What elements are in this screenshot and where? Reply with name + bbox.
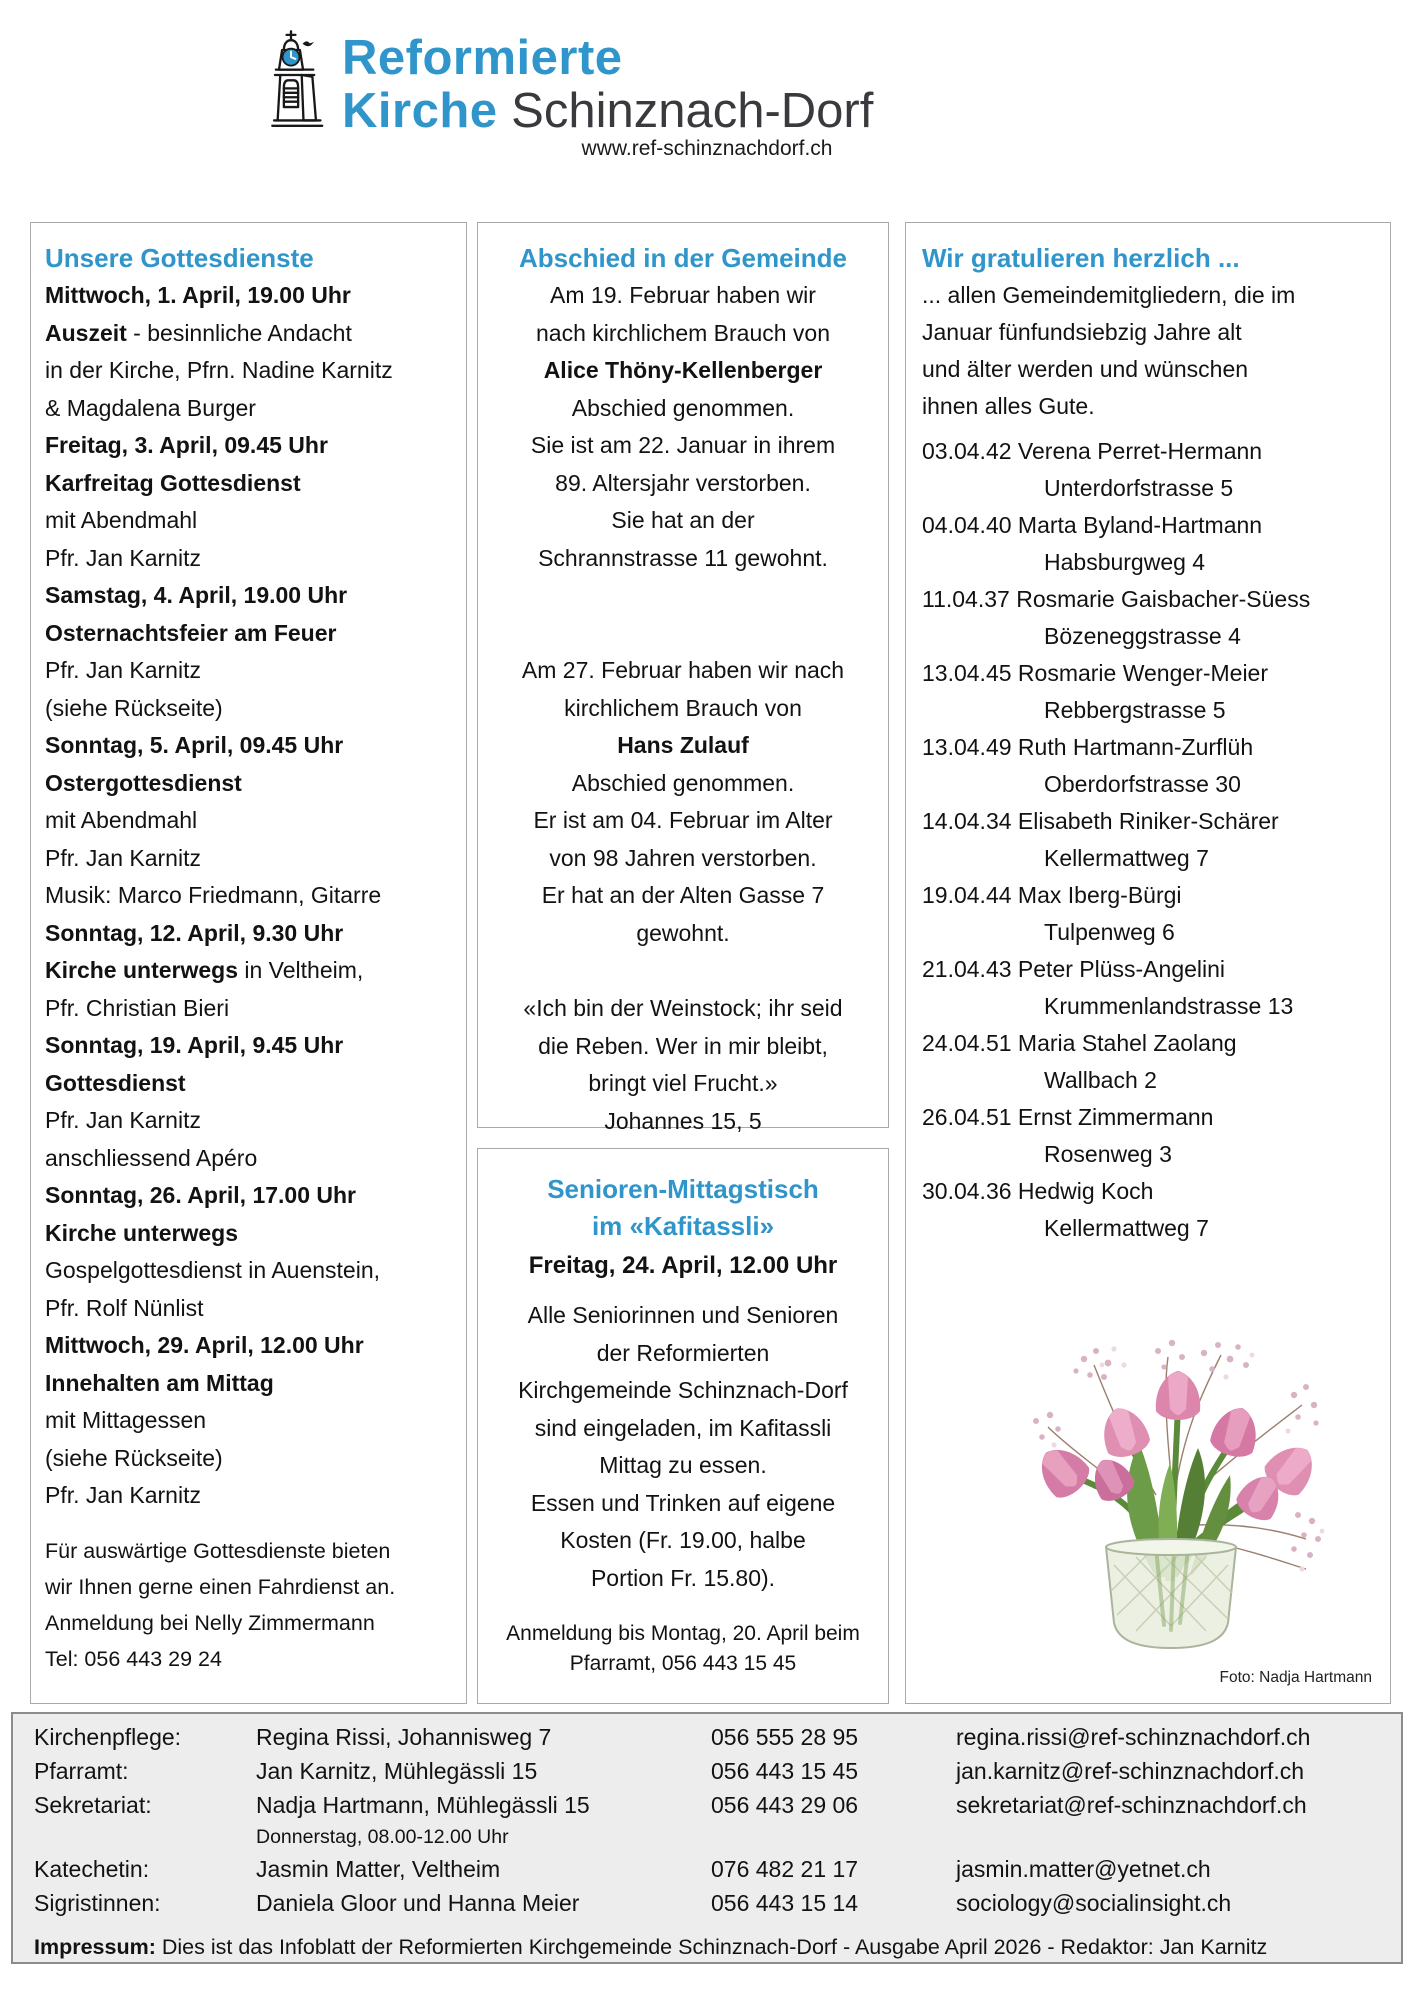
service-line [45,427,452,465]
service-line [45,1365,452,1403]
service-line-bold: Gottesdienst [45,1069,186,1096]
birthday-entry [922,655,1374,729]
seniors-body-line: Kirchgemeinde Schinznach-Dorf [518,1377,848,1403]
service-line [45,1215,452,1253]
farewell-box [477,222,889,1134]
farewell-line: die Reben. Wer in mir bleibt, [538,1032,828,1059]
farewell-block [492,277,874,577]
seniors-body-line: Essen und Trinken auf eigene [530,1489,836,1516]
farewell-line: «Ich bin der Weinstock; ihr seid [523,995,843,1021]
seniors-title-line: Senioren-Mittagstisch [547,1174,819,1204]
birthday-date-name: 30.04.36 Hedwig Koch [922,1178,1154,1204]
farewell-line: bringt viel Frucht.» [588,1070,778,1096]
farewell-line: nach kirchlichem Brauch von [535,319,831,346]
service-line [45,615,452,653]
service-line-bold: Sonntag, 5. April, 09.45 Uhr [45,732,344,758]
contact-subrow [34,1822,1380,1852]
service-line: (siehe Rückseite) [45,694,223,721]
service-line-bold: Sonntag, 12. April, 9.30 Uhr [45,919,344,946]
service-line: mit Abendmahl [45,807,198,833]
birthday-entry [922,1173,1374,1247]
contact-email: jan.karnitz@ref-schinznachdorf.ch [956,1758,1305,1784]
service-line [45,277,452,315]
tulip-bouquet-photo [1006,1325,1336,1660]
contact-row [34,1754,1380,1788]
service-line: Musik: Marco Friedmann, Gitarre [45,882,382,908]
birthday-address: Krummenlandstrasse 13 [1044,993,1294,1019]
seniors-body-line: Alle Seniorinnen und Senioren [527,1302,839,1328]
service-line-bold: Freitag, 3. April, 09.45 Uhr [45,432,328,458]
birthday-address: Wallbach 2 [1044,1067,1157,1093]
farewell-line: Sie ist am 22. Januar in ihrem [530,432,836,458]
service-line-bold: Mittwoch, 1. April, 19.00 Uhr [45,282,351,308]
contact-footer [11,1712,1403,1964]
seniors-title-line: im «Kafitassli» [591,1211,775,1241]
service-line: Pfr. Jan Karnitz [45,1482,201,1508]
service-line [45,1065,452,1103]
deceased-name: Alice Thöny-Kellenberger [543,357,823,383]
contact-role: Kirchenpflege: [34,1724,182,1750]
congrats-intro-line: ... allen Gemeindemitgliedern, die im [922,282,1296,308]
birthday-date-name: 13.04.45 Rosmarie Wenger-Meier [922,660,1269,686]
birthday-entry [922,803,1374,877]
birthday-entry [922,729,1374,803]
birthday-address: Rosenweg 3 [1044,1141,1172,1167]
contact-row [34,1788,1380,1822]
congrats-intro-line: ihnen alles Gute. [922,393,1095,419]
seniors-signup-note [492,1619,874,1679]
contact-email: sociology@socialinsight.ch [956,1890,1232,1916]
farewell-line: Johannes 15, 5 [604,1107,762,1134]
service-line-bold: Sonntag, 26. April, 17.00 Uhr [45,1182,357,1208]
contact-row [34,1886,1380,1920]
birthday-date-name: 26.04.51 Ernst Zimmermann [922,1104,1214,1130]
service-line [45,1327,452,1365]
contact-row [34,1852,1380,1886]
farewell-line: Am 19. Februar haben wir [550,282,816,308]
farewell-content [492,277,874,1140]
service-line: mit Mittagessen [45,1407,207,1433]
service-line: in der Kirche, Pfrn. Nadine Karnitz [45,357,393,383]
farewell-line: Er hat an der Alten Gasse 7 [541,882,825,908]
service-line [45,1027,452,1065]
contact-row [34,1720,1380,1754]
service-line [45,765,452,803]
shuttle-service-note [45,1533,452,1677]
seniors-body-line: Portion Fr. 15.80). [590,1564,776,1591]
farewell-block [492,990,874,1140]
contact-phone: 056 443 15 45 [711,1758,859,1784]
farewell-line: Er ist am 04. Februar im Alter [533,807,833,833]
birthday-address: Tulpenweg 6 [1044,919,1175,945]
birthday-entry [922,581,1374,655]
seniors-body [492,1297,874,1597]
birthday-entry [922,951,1374,1025]
congrats-intro [922,277,1374,425]
birthday-entry [922,433,1374,507]
farewell-line: Schrannstrasse 11 gewohnt. [538,544,828,571]
service-line: & Magdalena Burger [45,394,256,421]
birthday-address: Bözeneggstrasse 4 [1044,623,1241,649]
service-line [45,727,452,765]
contact-email: jasmin.matter@yetnet.ch [956,1856,1211,1882]
service-line: Pfr. Jan Karnitz [45,844,201,871]
service-line-bold: Karfreitag Gottesdienst [45,469,301,496]
birthday-date-name: 24.04.51 Maria Stahel Zaolang [922,1030,1237,1056]
contact-name: Nadja Hartmann, Mühlegässli 15 [256,1792,590,1818]
birthday-address: Kellermattweg 7 [1044,845,1209,871]
farewell-line: Abschied genommen. [571,394,795,421]
birthday-address: Unterdorfstrasse 5 [1044,475,1234,501]
brand-kirche: Kirche [342,84,498,138]
impressum-text: Dies ist das Infoblatt der Reformierten Kirchgemeinde Schinznach-Dorf - Ausgabe April 2026 - Redaktor: Jan Karnitz [161,1935,1268,1959]
birthday-date-name: 19.04.44 Max Iberg-Bürgi [922,882,1182,908]
service-line [45,1177,452,1215]
deceased-name: Hans Zulauf [617,732,749,758]
contact-email: regina.rissi@ref-schinznachdorf.ch [956,1724,1311,1750]
service-line [45,465,452,503]
note-line: Tel: 056 443 29 24 [45,1646,222,1671]
farewell-line: gewohnt. [636,919,730,946]
birthday-address: Rebbergstrasse 5 [1044,697,1226,723]
birthday-address: Habsburgweg 4 [1044,549,1206,575]
note-line: Anmeldung bei Nelly Zimmermann [45,1610,375,1635]
congrats-intro-line: Januar fünfundsiebzig Jahre alt [922,319,1242,345]
congrats-title: Wir gratulieren herzlich ... [922,243,1240,273]
website-url: www.ref-schinznachdorf.ch [581,137,833,160]
farewell-line: Abschied genommen. [571,769,795,796]
contact-role: Pfarramt: [34,1758,129,1784]
service-line: anschliessend Apéro [45,1144,258,1171]
brand-place: Schinznach-Dorf [511,84,874,138]
contact-phone: 076 482 21 17 [711,1856,859,1882]
service-line: Pfr. Jan Karnitz [45,657,201,683]
farewell-line: Am 27. Februar haben wir nach [521,657,845,683]
service-line-bold: Samstag, 4. April, 19.00 Uhr [45,582,348,608]
service-line: Kirche unterwegs in Veltheim, [45,957,364,983]
birthday-date-name: 11.04.37 Rosmarie Gaisbacher-Süess [922,586,1311,612]
contact-phone: 056 443 15 14 [711,1890,859,1916]
contact-phone: 056 555 28 95 [711,1724,859,1750]
header [250,24,873,142]
service-line-bold: Auszeit [45,319,127,346]
seniors-note-line: Anmeldung bis Montag, 20. April beim [506,1622,860,1645]
service-line-bold: Innehalten am Mittag [45,1369,274,1396]
service-line-bold: Ostergottesdienst [45,769,242,796]
service-line: Gospelgottesdienst in Auenstein, [45,1257,381,1283]
impressum [34,1932,1380,1962]
photo-credit: Foto: Nadja Hartmann [1219,1669,1372,1686]
farewell-line: von 98 Jahren verstorben. [549,844,817,871]
services-title: Unsere Gottesdienste [45,243,314,273]
service-line [45,915,452,953]
brand-line1: Reformierte [342,31,623,85]
birthday-list [922,433,1374,1247]
brand-line2 [342,85,873,138]
service-line-bold: Sonntag, 19. April, 9.45 Uhr [45,1032,344,1058]
note-line: Für auswärtige Gottesdienste bieten [45,1538,391,1563]
impressum-label: Impressum: [34,1935,156,1959]
service-line-bold: Osternachtsfeier am Feuer [45,619,337,646]
seniors-body-line: der Reformierten [596,1339,770,1366]
contact-role: Sigristinnen: [34,1890,161,1916]
birthday-address: Kellermattweg 7 [1044,1215,1209,1241]
farewell-block [492,652,874,952]
seniors-body-line: sind eingeladen, im Kafitassli [534,1414,832,1441]
service-line: Pfr. Christian Bieri [45,994,230,1021]
farewell-line: kirchlichem Brauch von [564,694,802,721]
birthday-date-name: 13.04.49 Ruth Hartmann-Zurflüh [922,734,1254,760]
farewell-title: Abschied in der Gemeinde [519,243,847,273]
service-line-bold: Mittwoch, 29. April, 12.00 Uhr [45,1332,364,1358]
seniors-lunch-box [477,1148,889,1704]
birthday-date-name: 21.04.43 Peter Plüss-Angelini [922,956,1226,982]
contact-name: Jasmin Matter, Veltheim [256,1856,501,1882]
contact-email: sekretariat@ref-schinznachdorf.ch [956,1792,1307,1818]
service-line: Pfr. Jan Karnitz [45,1107,201,1133]
birthday-date-name: 04.04.40 Marta Byland-Hartmann [922,512,1263,538]
services-list [45,277,452,1515]
seniors-body-line: Kosten (Fr. 19.00, halbe [560,1527,806,1553]
contact-role: Katechetin: [34,1856,150,1882]
office-hours: Donnerstag, 08.00-12.00 Uhr [256,1826,509,1848]
congrats-intro-line: und älter werden und wünschen [922,356,1249,382]
service-line-bold: Kirche unterwegs [45,1219,238,1246]
farewell-line: Sie hat an der [611,507,755,533]
contact-phone: 056 443 29 06 [711,1792,859,1818]
brand-wordmark [342,32,873,138]
service-line: Pfr. Jan Karnitz [45,544,201,571]
glass-vase [1106,1539,1236,1648]
contact-name: Jan Karnitz, Mühlegässli 15 [256,1758,538,1784]
services-box [30,222,467,1704]
note-line: wir Ihnen gerne einen Fahrdienst an. [45,1574,396,1599]
seniors-note-line: Pfarramt, 056 443 15 45 [569,1652,797,1675]
contact-role: Sekretariat: [34,1792,152,1818]
seniors-date: Freitag, 24. April, 12.00 Uhr [528,1252,838,1279]
service-line: (siehe Rückseite) [45,1444,223,1471]
farewell-line [492,352,874,390]
service-line-bold: Kirche unterwegs [45,957,238,983]
farewell-line [492,727,874,765]
congrats-box [905,222,1391,1704]
contact-name: Daniela Gloor und Hanna Meier [256,1890,580,1916]
birthday-date-name: 14.04.34 Elisabeth Riniker-Schärer [922,808,1279,834]
church-tower-icon [250,24,332,142]
birthday-address: Oberdorfstrasse 30 [1044,771,1241,797]
birthday-entry [922,1099,1374,1173]
contact-table [34,1720,1380,1920]
birthday-entry [922,877,1374,951]
service-line: Auszeit - besinnliche Andacht [45,319,352,346]
service-line: mit Abendmahl [45,507,198,533]
service-line: Pfr. Rolf Nünlist [45,1294,204,1321]
birthday-entry [922,507,1374,581]
service-line [45,577,452,615]
seniors-title [492,1171,874,1245]
farewell-line: 89. Altersjahr verstorben. [555,469,811,496]
contact-name: Regina Rissi, Johannisweg 7 [256,1724,552,1750]
birthday-entry [922,1025,1374,1099]
birthday-date-name: 03.04.42 Verena Perret-Hermann [922,438,1263,464]
seniors-body-line: Mittag zu essen. [599,1452,767,1478]
